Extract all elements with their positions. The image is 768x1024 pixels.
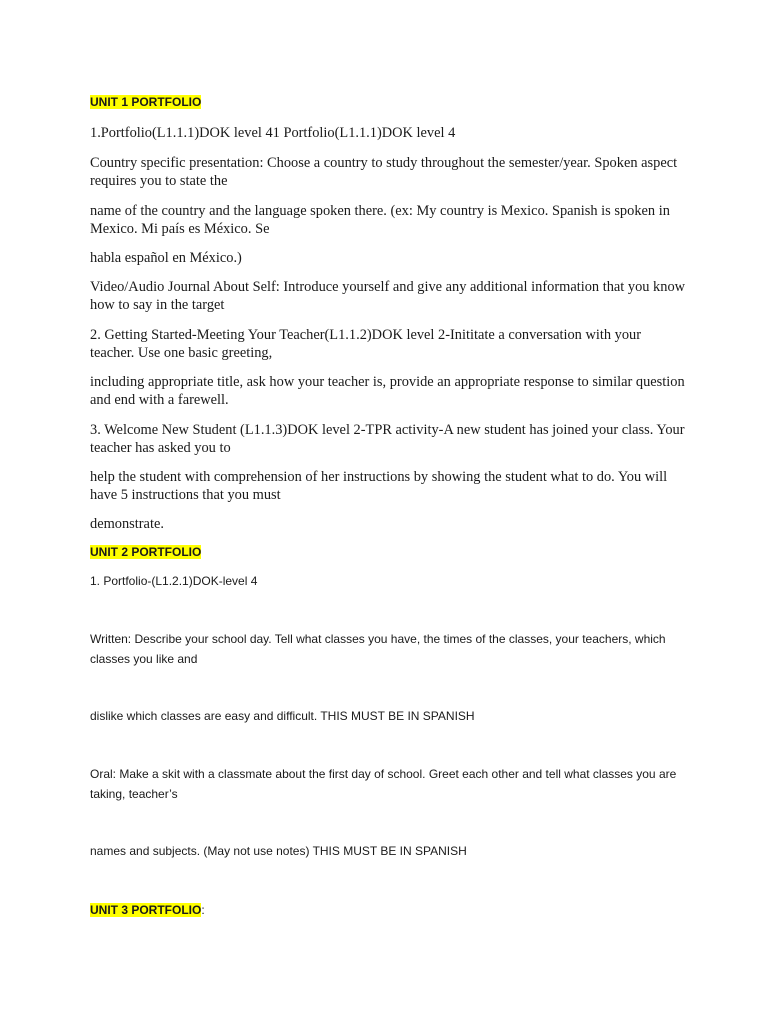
unit-2-heading-highlight: UNIT 2 PORTFOLIO (90, 545, 202, 559)
unit-2-heading (90, 544, 686, 560)
unit-1-heading (90, 94, 686, 110)
unit-3-heading (90, 902, 686, 918)
unit-2-paragraph-5: names and subjects. (May not use notes) THIS MUST BE IN SPANISH (90, 844, 467, 858)
unit-1-paragraph-2: Country specific presentation: Choose a country to study throughout the semester/year. Spoken aspect requires you to state the (90, 155, 678, 189)
unit-2-paragraph-1: 1. Portfolio-(L1.2.1)DOK-level 4 (90, 574, 258, 588)
unit-1-paragraph-8: 3. Welcome New Student (L1.1.3)DOK level 2-TPR activity-A new student has joined your class. Your teacher has asked you to (90, 422, 685, 456)
unit-2-paragraph-4: Oral: Make a skit with a classmate about the first day of school. Greet each other and tell what classes you are taking, teacher’s (90, 767, 677, 801)
unit-2-paragraph-3: dislike which classes are easy and difficult. THIS MUST BE IN SPANISH (90, 709, 475, 723)
unit-1-paragraph-3: name of the country and the language spoken there. (ex: My country is Mexico. Spanish is spoken in Mexico. Mi país es México. Se (90, 203, 670, 237)
unit-1-paragraph-5: Video/Audio Journal About Self: Introduce yourself and give any additional information that you know how to say in the target (90, 279, 686, 313)
unit-1-paragraph-1: 1.Portfolio(L1.1.1)DOK level 41 Portfolio(L1.1.1)DOK level 4 (90, 125, 456, 141)
unit-1-paragraph-7: including appropriate title, ask how your teacher is, provide an appropriate response to similar question and end with a farewell. (90, 374, 685, 408)
unit-1-paragraph-4: habla español en México.) (90, 250, 242, 266)
unit-1-paragraph-9: help the student with comprehension of her instructions by showing the student what to do. You will have 5 instructions that you must (90, 469, 668, 503)
unit-1-paragraph-10: demonstrate. (90, 516, 164, 532)
unit-2-paragraph-2: Written: Describe your school day. Tell what classes you have, the times of the classes, your teachers, which classes you like and (90, 632, 666, 666)
unit-1-paragraph-6: 2. Getting Started-Meeting Your Teacher(L1.1.2)DOK level 2-Inititate a conversation with your teacher. Use one basic greeting, (90, 327, 642, 361)
unit-3-heading-highlight: UNIT 3 PORTFOLIO (90, 903, 202, 917)
unit-1-heading-highlight: UNIT 1 PORTFOLIO (90, 95, 202, 109)
unit-3-heading-colon: : (201, 903, 205, 917)
